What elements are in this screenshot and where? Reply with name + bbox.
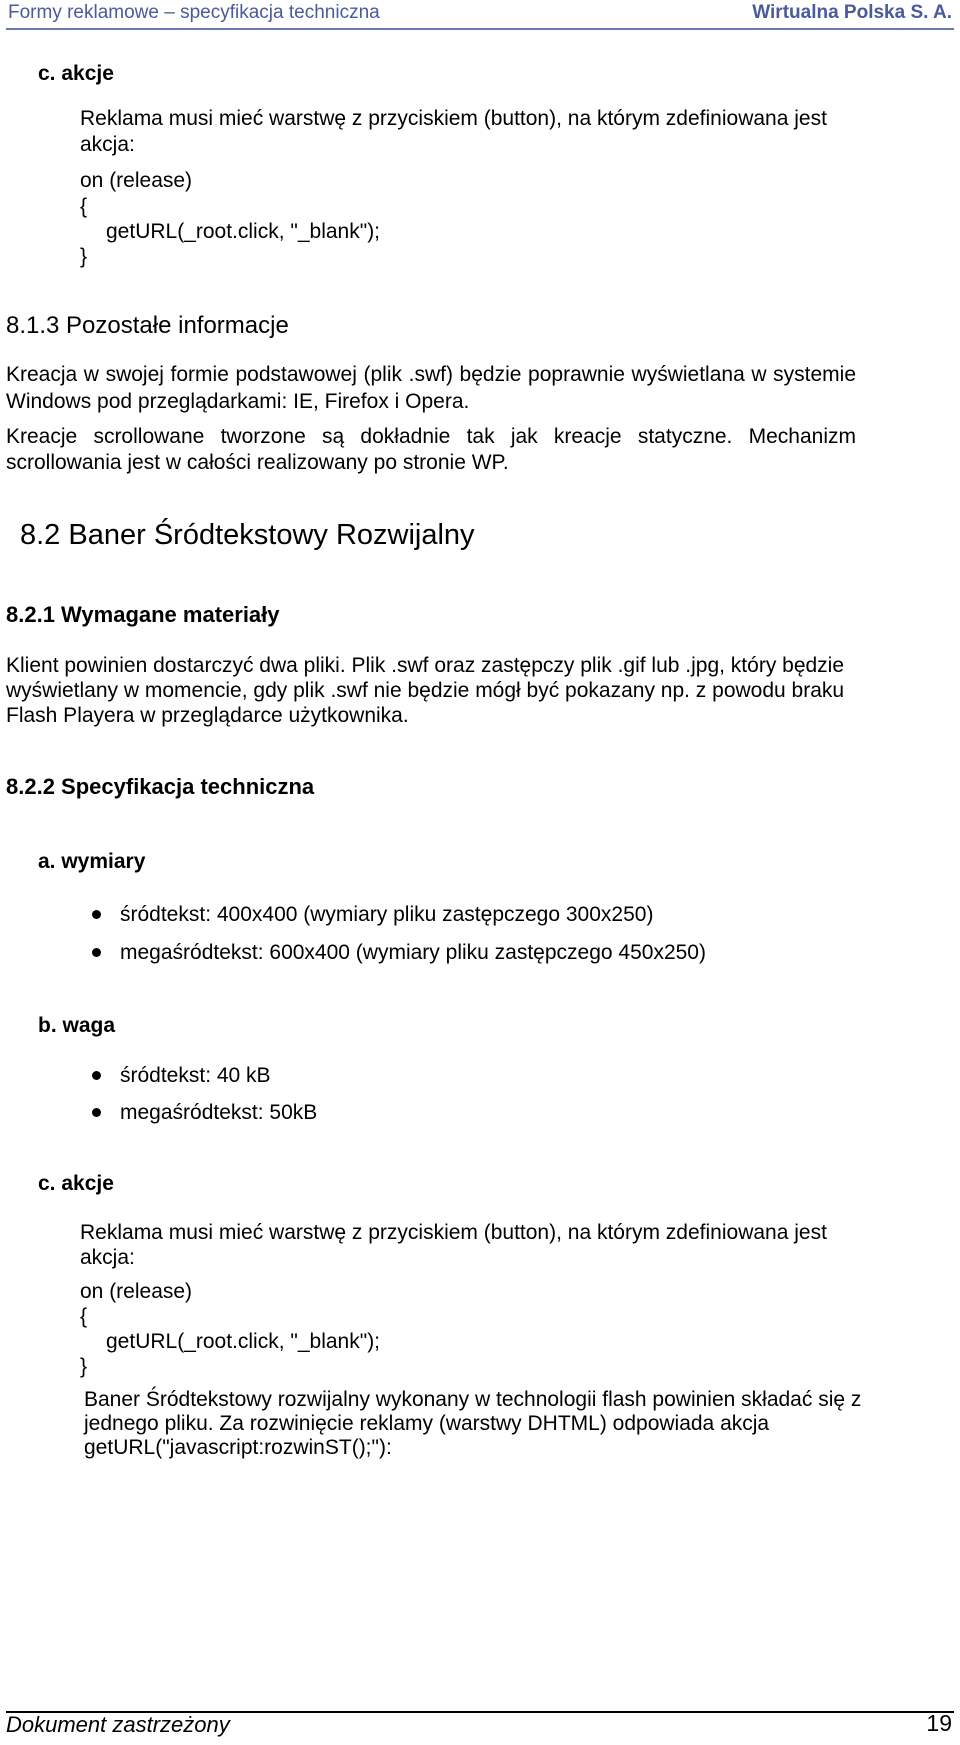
akcje-note-line1: Baner Śródtekstowy rozwijalny wykonany w technologii flash powinien składać się z xyxy=(84,1388,862,1411)
section-821-heading: 8.2.1 Wymagane materiały xyxy=(6,602,280,627)
section-82-heading: 8.2 Baner Śródtekstowy Rozwijalny xyxy=(20,519,475,551)
other-info-p2-line2: scrollowania jest w całości realizowany po stronie WP. xyxy=(6,451,509,474)
section-822-heading: 8.2.2 Specyfikacja techniczna xyxy=(6,774,315,799)
akcje-text-line2: akcja: xyxy=(80,1246,135,1269)
bullet-icon xyxy=(92,910,101,919)
waga-item-2: megaśródtekst: 50kB xyxy=(120,1101,318,1124)
akcje-note-line3: getURL("javascript:rozwinST();"): xyxy=(84,1436,392,1459)
waga-heading: b. waga xyxy=(38,1014,116,1037)
header-company: Wirtualna Polska S. A. xyxy=(752,2,952,23)
top-code-line2: { xyxy=(80,195,88,218)
top-code-line1: on (release) xyxy=(80,169,193,192)
bullet-icon xyxy=(92,1071,101,1080)
top-akcje-text-line2: akcja: xyxy=(80,133,135,156)
bullet-icon xyxy=(92,1108,101,1117)
wymiary-item-2: megaśródtekst: 600x400 (wymiary pliku zastępczego 450x250) xyxy=(120,941,706,964)
akcje-heading: c. akcje xyxy=(38,1172,114,1195)
akcje-code-line1: on (release) xyxy=(80,1280,193,1303)
akcje-code-line2: { xyxy=(80,1305,88,1328)
other-info-p2-line1: Kreacje scrollowane tworzone są dokładnie tak jak kreacje statyczne. Mechanizm xyxy=(6,425,856,448)
other-info-p1-line1: Kreacja w swojej formie podstawowej (plik .swf) będzie poprawnie wyświetlana w systemie xyxy=(6,363,856,386)
akcje-text-line1: Reklama musi mieć warstwę z przyciskiem (button), na którym zdefiniowana jest xyxy=(80,1221,827,1244)
wymiary-heading: a. wymiary xyxy=(38,850,146,873)
header-rule xyxy=(6,28,954,30)
section-813-heading: 8.1.3 Pozostałe informacje xyxy=(6,312,289,339)
top-code-line4: } xyxy=(80,245,88,268)
materials-line2: wyświetlany w momencie, gdy plik .swf nie będzie mógł być pokazany np. z powodu braku xyxy=(6,679,845,702)
top-akcje-heading: c. akcje xyxy=(38,62,114,85)
bullet-icon xyxy=(92,948,101,957)
top-code-line3: getURL(_root.click, "_blank"); xyxy=(106,220,381,243)
page-number: 19 xyxy=(926,1710,952,1736)
akcje-code-line3: getURL(_root.click, "_blank"); xyxy=(106,1330,381,1353)
akcje-code-line4: } xyxy=(80,1355,88,1378)
footer-confidential: Dokument zastrzeżony xyxy=(6,1712,230,1737)
waga-item-1: śródtekst: 40 kB xyxy=(120,1064,271,1087)
top-akcje-text-line1: Reklama musi mieć warstwę z przyciskiem (button), na którym zdefiniowana jest xyxy=(80,107,827,130)
materials-line3: Flash Playera w przeglądarce użytkownika. xyxy=(6,704,409,727)
materials-line1: Klient powinien dostarczyć dwa pliki. Plik .swf oraz zastępczy plik .gif lub .jpg, który będzie xyxy=(6,654,845,677)
akcje-note-line2: jednego pliku. Za rozwinięcie reklamy (warstwy DHTML) odpowiada akcja xyxy=(84,1412,770,1435)
wymiary-item-1: śródtekst: 400x400 (wymiary pliku zastępczego 300x250) xyxy=(120,903,654,926)
header-title: Formy reklamowe – specyfikacja techniczna xyxy=(8,2,380,23)
other-info-p1-line2: Windows pod przeglądarkami: IE, Firefox i Opera. xyxy=(6,390,470,413)
